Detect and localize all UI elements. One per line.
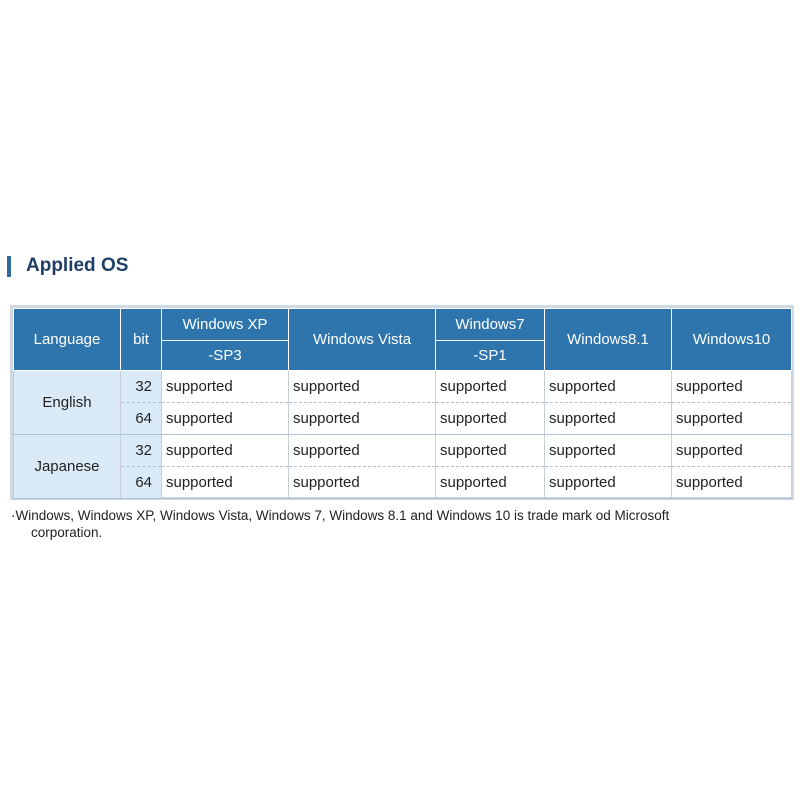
footnote-line-2: corporation. bbox=[31, 525, 103, 540]
trademark-footnote bbox=[11, 507, 771, 541]
header-os-windows7-sub: -SP1 bbox=[436, 341, 545, 371]
support-cell: supported bbox=[436, 435, 545, 467]
header-os-windows-xp: Windows XP bbox=[162, 309, 289, 341]
bit-cell: 32 bbox=[121, 435, 162, 467]
header-os-windows10: Windows10 bbox=[672, 309, 792, 371]
header-os-windows-xp-sub: -SP3 bbox=[162, 341, 289, 371]
support-cell: supported bbox=[162, 371, 289, 403]
language-cell-japanese: Japanese bbox=[14, 435, 121, 499]
table-row bbox=[14, 435, 792, 467]
support-cell: supported bbox=[545, 467, 672, 499]
footnote-line-1: ·Windows, Windows XP, Windows Vista, Windows 7, Windows 8.1 and Windows 10 is trade mark od Microsoft bbox=[11, 508, 670, 523]
section-heading bbox=[7, 254, 128, 278]
header-bit: bit bbox=[121, 309, 162, 371]
table-row bbox=[14, 403, 792, 435]
header-os-windows7: Windows7 bbox=[436, 309, 545, 341]
header-os-windows8-1: Windows8.1 bbox=[545, 309, 672, 371]
bit-cell: 64 bbox=[121, 403, 162, 435]
support-cell: supported bbox=[162, 435, 289, 467]
applied-os-table bbox=[13, 308, 792, 499]
support-cell: supported bbox=[672, 403, 792, 435]
support-cell: supported bbox=[545, 403, 672, 435]
support-cell: supported bbox=[436, 467, 545, 499]
table-row bbox=[14, 371, 792, 403]
support-cell: supported bbox=[436, 371, 545, 403]
support-cell: supported bbox=[672, 467, 792, 499]
support-cell: supported bbox=[289, 467, 436, 499]
applied-os-table-frame bbox=[10, 305, 794, 500]
header-language: Language bbox=[14, 309, 121, 371]
bit-cell: 64 bbox=[121, 467, 162, 499]
table-row bbox=[14, 467, 792, 499]
support-cell: supported bbox=[672, 435, 792, 467]
header-os-windows-vista: Windows Vista bbox=[289, 309, 436, 371]
support-cell: supported bbox=[162, 403, 289, 435]
support-cell: supported bbox=[436, 403, 545, 435]
support-cell: supported bbox=[672, 371, 792, 403]
heading-accent-bar bbox=[7, 256, 11, 277]
section-title: Applied OS bbox=[26, 255, 129, 276]
bit-cell: 32 bbox=[121, 371, 162, 403]
support-cell: supported bbox=[289, 435, 436, 467]
support-cell: supported bbox=[162, 467, 289, 499]
support-cell: supported bbox=[545, 371, 672, 403]
support-cell: supported bbox=[289, 371, 436, 403]
support-cell: supported bbox=[289, 403, 436, 435]
support-cell: supported bbox=[545, 435, 672, 467]
language-cell-english: English bbox=[14, 371, 121, 435]
